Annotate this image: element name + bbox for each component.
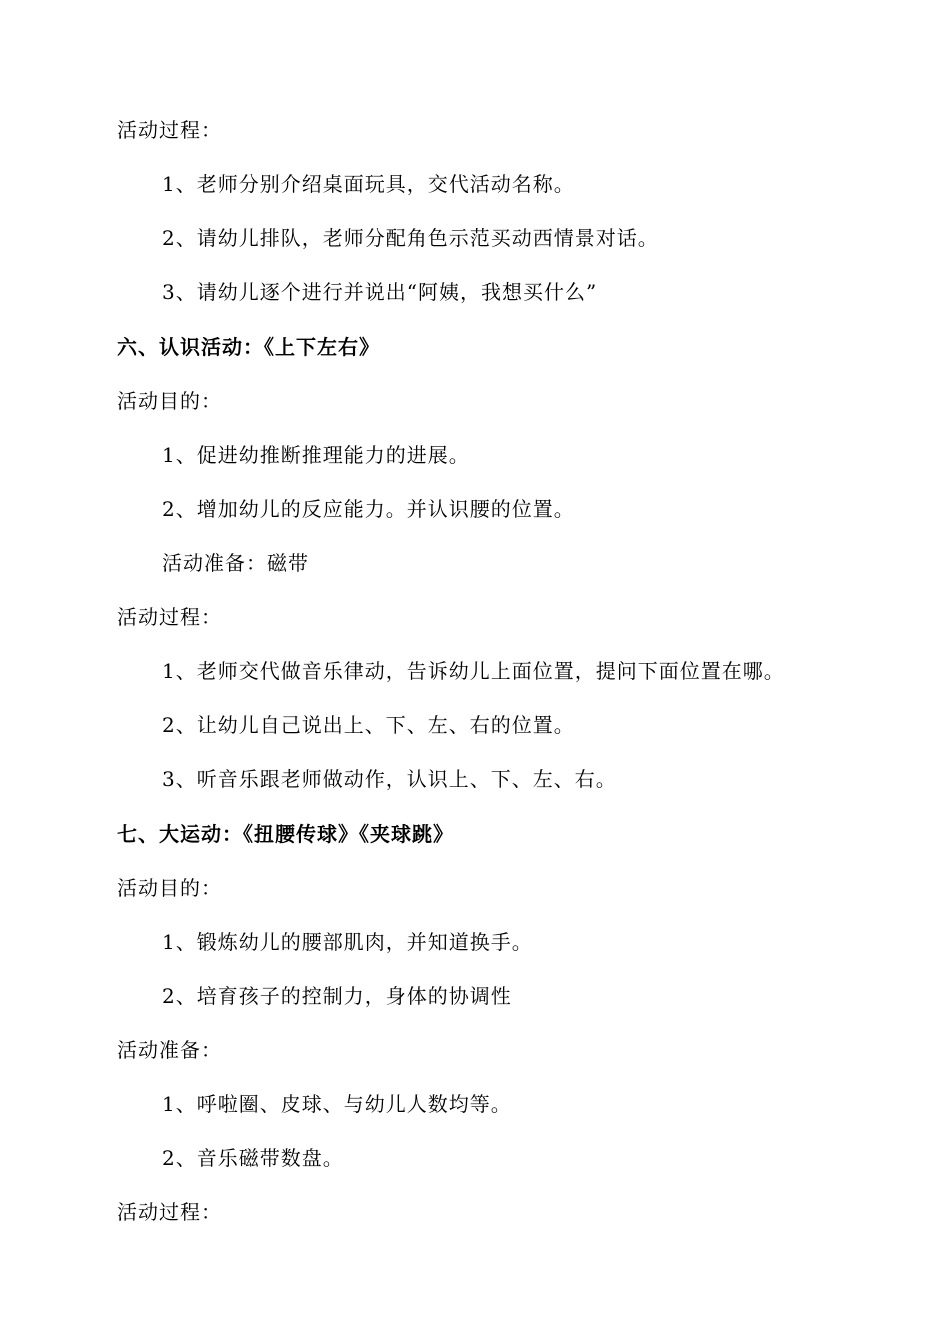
section-label-process: 活动过程： <box>117 1200 222 1224</box>
section-label-process: 活动过程： <box>117 118 222 142</box>
section-heading-big-movement: 七、大运动：《扭腰传球》《夹球跳》 <box>117 822 454 846</box>
section-label-goal: 活动目的： <box>117 876 222 900</box>
list-item: 3、听音乐跟老师做动作，认识上、下、左、右。 <box>162 767 617 791</box>
list-item: 1、老师分别介绍桌面玩具，交代活动名称。 <box>162 172 575 196</box>
section-label-preparation: 活动准备： <box>117 1038 222 1062</box>
list-item: 2、增加幼儿的反应能力。并认识腰的位置。 <box>162 497 575 521</box>
list-item: 1、呼啦圈、皮球、与幼儿人数均等。 <box>162 1092 512 1116</box>
section-label-goal: 活动目的： <box>117 389 222 413</box>
section-label-preparation: 活动准备：磁带 <box>162 551 309 575</box>
list-item: 1、促进幼推断推理能力的进展。 <box>162 443 470 467</box>
list-item: 1、老师交代做音乐律动，告诉幼儿上面位置，提问下面位置在哪。 <box>162 659 785 683</box>
list-item: 2、音乐磁带数盘。 <box>162 1146 344 1170</box>
section-label-process: 活动过程： <box>117 605 222 629</box>
list-item: 2、培育孩子的控制力，身体的协调性 <box>162 984 512 1008</box>
list-item: 3、请幼儿逐个进行并说出“阿姨，我想买什么” <box>162 280 598 304</box>
list-item: 2、让幼儿自己说出上、下、左、右的位置。 <box>162 713 575 737</box>
list-item: 2、请幼儿排队，老师分配角色示范买动西情景对话。 <box>162 226 659 250</box>
section-heading-recognition-activity: 六、认识活动：《上下左右》 <box>117 335 380 359</box>
list-item: 1、锻炼幼儿的腰部肌肉，并知道换手。 <box>162 930 533 954</box>
